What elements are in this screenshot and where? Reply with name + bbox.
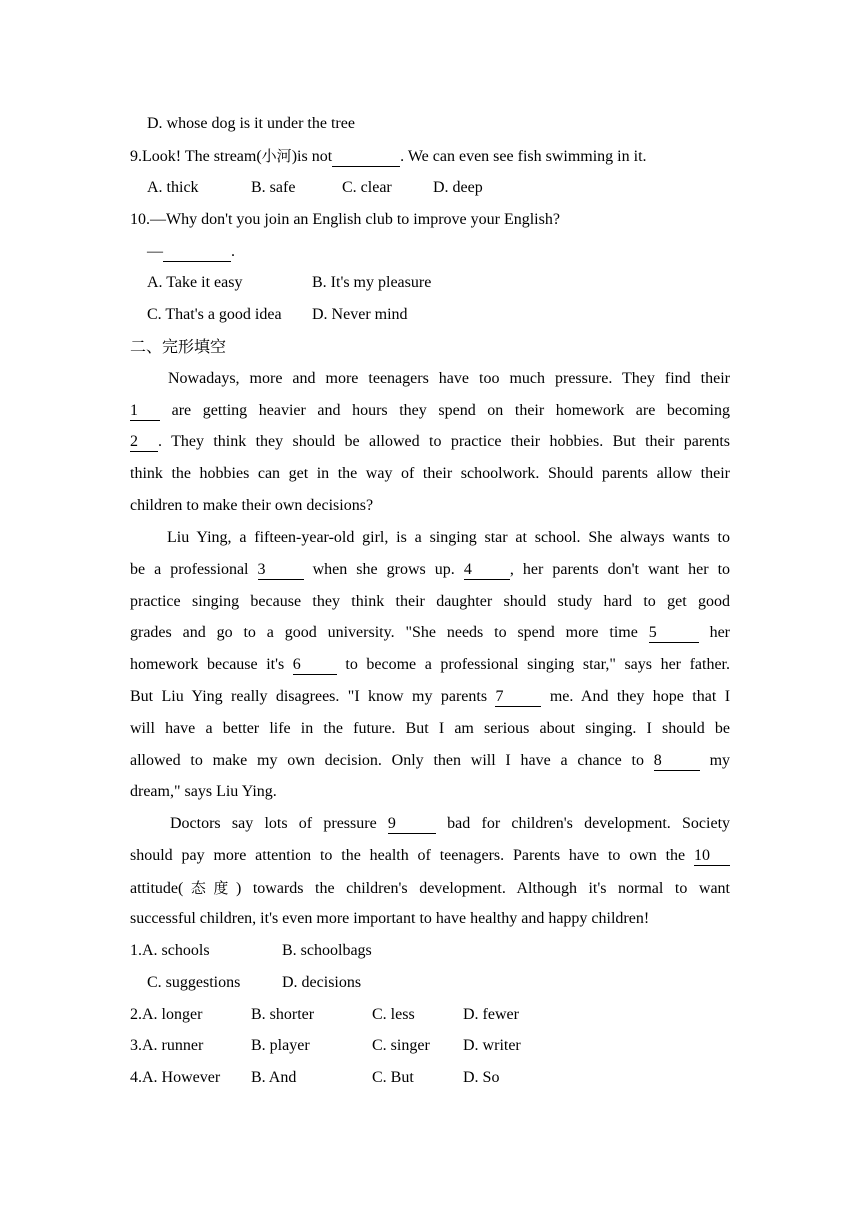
option-a: 1.A. schools [130,942,210,959]
cjk-gloss: 态度 [183,879,236,897]
q10-options-row2 [147,305,408,325]
option-b: B. player [251,1037,310,1054]
passage-p3-line2 [130,846,730,866]
answer-2-row [130,1005,519,1025]
stem-text: 9.Look! The stream( [130,148,262,165]
passage-p3-line3 [130,878,730,899]
cloze-blank-10: 10 [694,847,730,866]
option-b: B. safe [251,179,296,196]
cloze-blank-8: 8 [654,752,700,771]
passage-p1-line2 [130,401,730,421]
passage-p3-line4 [130,909,649,929]
option-d: D. fewer [463,1006,519,1023]
option-text: D. whose dog is it under the tree [147,115,355,132]
passage-text: think the hobbies can get in the way of their schoolwork. Should parents allow their [130,465,730,482]
option-d: D. deep [433,179,483,196]
option-c: C. That's a good idea [147,306,282,323]
option-d: D. decisions [282,974,362,991]
option-b: B. It's my pleasure [312,274,432,291]
answer-blank [163,243,231,262]
answer-1-row2 [147,973,361,993]
cloze-blank-6: 6 [293,656,337,675]
passage-text: homework because it's [130,656,285,673]
option-b: B. shorter [251,1006,315,1023]
passage-text: should pay more attention to the health of teenagers. Parents have to own the [130,847,686,864]
passage-text: attitude( [130,880,184,897]
option-c: C. singer [372,1037,430,1054]
cloze-blank-4: 4 [464,561,510,580]
answer-blank [332,148,400,167]
option-a: A. thick [147,179,199,196]
reply-dash: — [147,243,163,260]
section-heading [130,337,226,357]
passage-p3-line1 [170,814,730,834]
q9-stem [130,146,647,167]
passage-p2-line8 [130,751,730,771]
passage-text: allowed to make my own decision. Only then will I have a chance to [130,752,645,769]
q8-option-d [147,114,355,134]
passage-p2-line9 [130,782,277,802]
passage-text: practice singing because they think their daughter should study hard to get good [130,593,730,610]
cloze-blank-2: 2 [130,433,158,452]
passage-p2-line7 [130,719,730,739]
option-a: 4.A. However [130,1069,221,1086]
q10-options-row1 [147,273,431,293]
passage-text: her [709,624,731,641]
passage-text: to become a professional singing star," says her father. [345,656,731,673]
option-c: C. suggestions [147,974,241,991]
cloze-blank-3: 3 [258,561,304,580]
passage-text: my [709,752,731,769]
passage-text: when she grows up. [312,561,455,578]
cloze-blank-7: 7 [495,688,541,707]
option-d: D. Never mind [312,306,408,323]
passage-text: me. And they hope that I [549,688,731,705]
stem-text: . We can even see fish swimming in it. [400,148,647,165]
passage-p2-line3 [130,592,730,612]
cloze-blank-5: 5 [649,624,699,643]
option-d: D. writer [463,1037,521,1054]
passage-text: Liu Ying, a fifteen-year-old girl, is a singing star at school. She always wants to [167,529,730,546]
cloze-blank-1: 1 [130,402,160,421]
passage-text: . They think they should be allowed to practice their hobbies. But their parents [158,433,730,450]
option-a: A. Take it easy [147,274,243,291]
passage-p2-line4 [130,623,730,643]
option-b: B. And [251,1069,297,1086]
cloze-blank-9: 9 [388,815,436,834]
passage-text: are getting heavier and hours they spend on their homework are becoming [171,402,731,419]
passage-p1-line3 [130,432,730,452]
passage-text: bad for children's development. Society [447,815,731,832]
q10-stem [130,210,560,230]
option-c: C. less [372,1006,415,1023]
passage-text: Doctors say lots of pressure [170,815,377,832]
option-a: 2.A. longer [130,1006,203,1023]
reply-end: . [231,243,235,260]
option-c: C. clear [342,179,392,196]
option-a: 3.A. runner [130,1037,204,1054]
passage-text: children to make their own decisions? [130,497,374,514]
passage-text: dream," says Liu Ying. [130,783,277,800]
q10-reply [147,242,235,262]
passage-text: will have a better life in the future. But I am serious about singing. I should be [130,720,730,737]
passage-p2-line1 [167,528,730,548]
passage-text: be a professional [130,561,249,578]
option-d: D. So [463,1069,500,1086]
passage-p1-line1 [168,369,730,389]
passage-text: But Liu Ying really disagrees. "I know my parents [130,688,488,705]
option-c: C. But [372,1069,414,1086]
q9-options [147,178,483,198]
answer-4-row [130,1068,499,1088]
passage-text: grades and go to a good university. "She needs to spend more time [130,624,638,641]
passage-p2-line2 [130,560,730,580]
passage-p2-line5 [130,655,730,675]
passage-text: , her parents don't want her to [509,561,731,578]
passage-p1-line5 [130,496,373,516]
section-title: 二、完形填空 [130,337,227,356]
passage-p2-line6 [130,687,730,707]
answer-1-row1 [130,941,372,961]
passage-text: Nowadays, more and more teenagers have too much pressure. They find their [168,370,730,387]
passage-p1-line4 [130,464,730,484]
passage-text: successful children, it's even more important to have healthy and happy children! [130,910,650,927]
stem-text: )is not [291,148,333,165]
stem-text: 10.—Why don't you join an English club to improve your English? [130,211,560,228]
passage-text: ) towards the children's development. Although it's normal to want [235,880,730,897]
option-b: B. schoolbags [282,942,372,959]
answer-3-row [130,1036,521,1056]
stem-cjk-gloss: 小河 [261,147,292,165]
